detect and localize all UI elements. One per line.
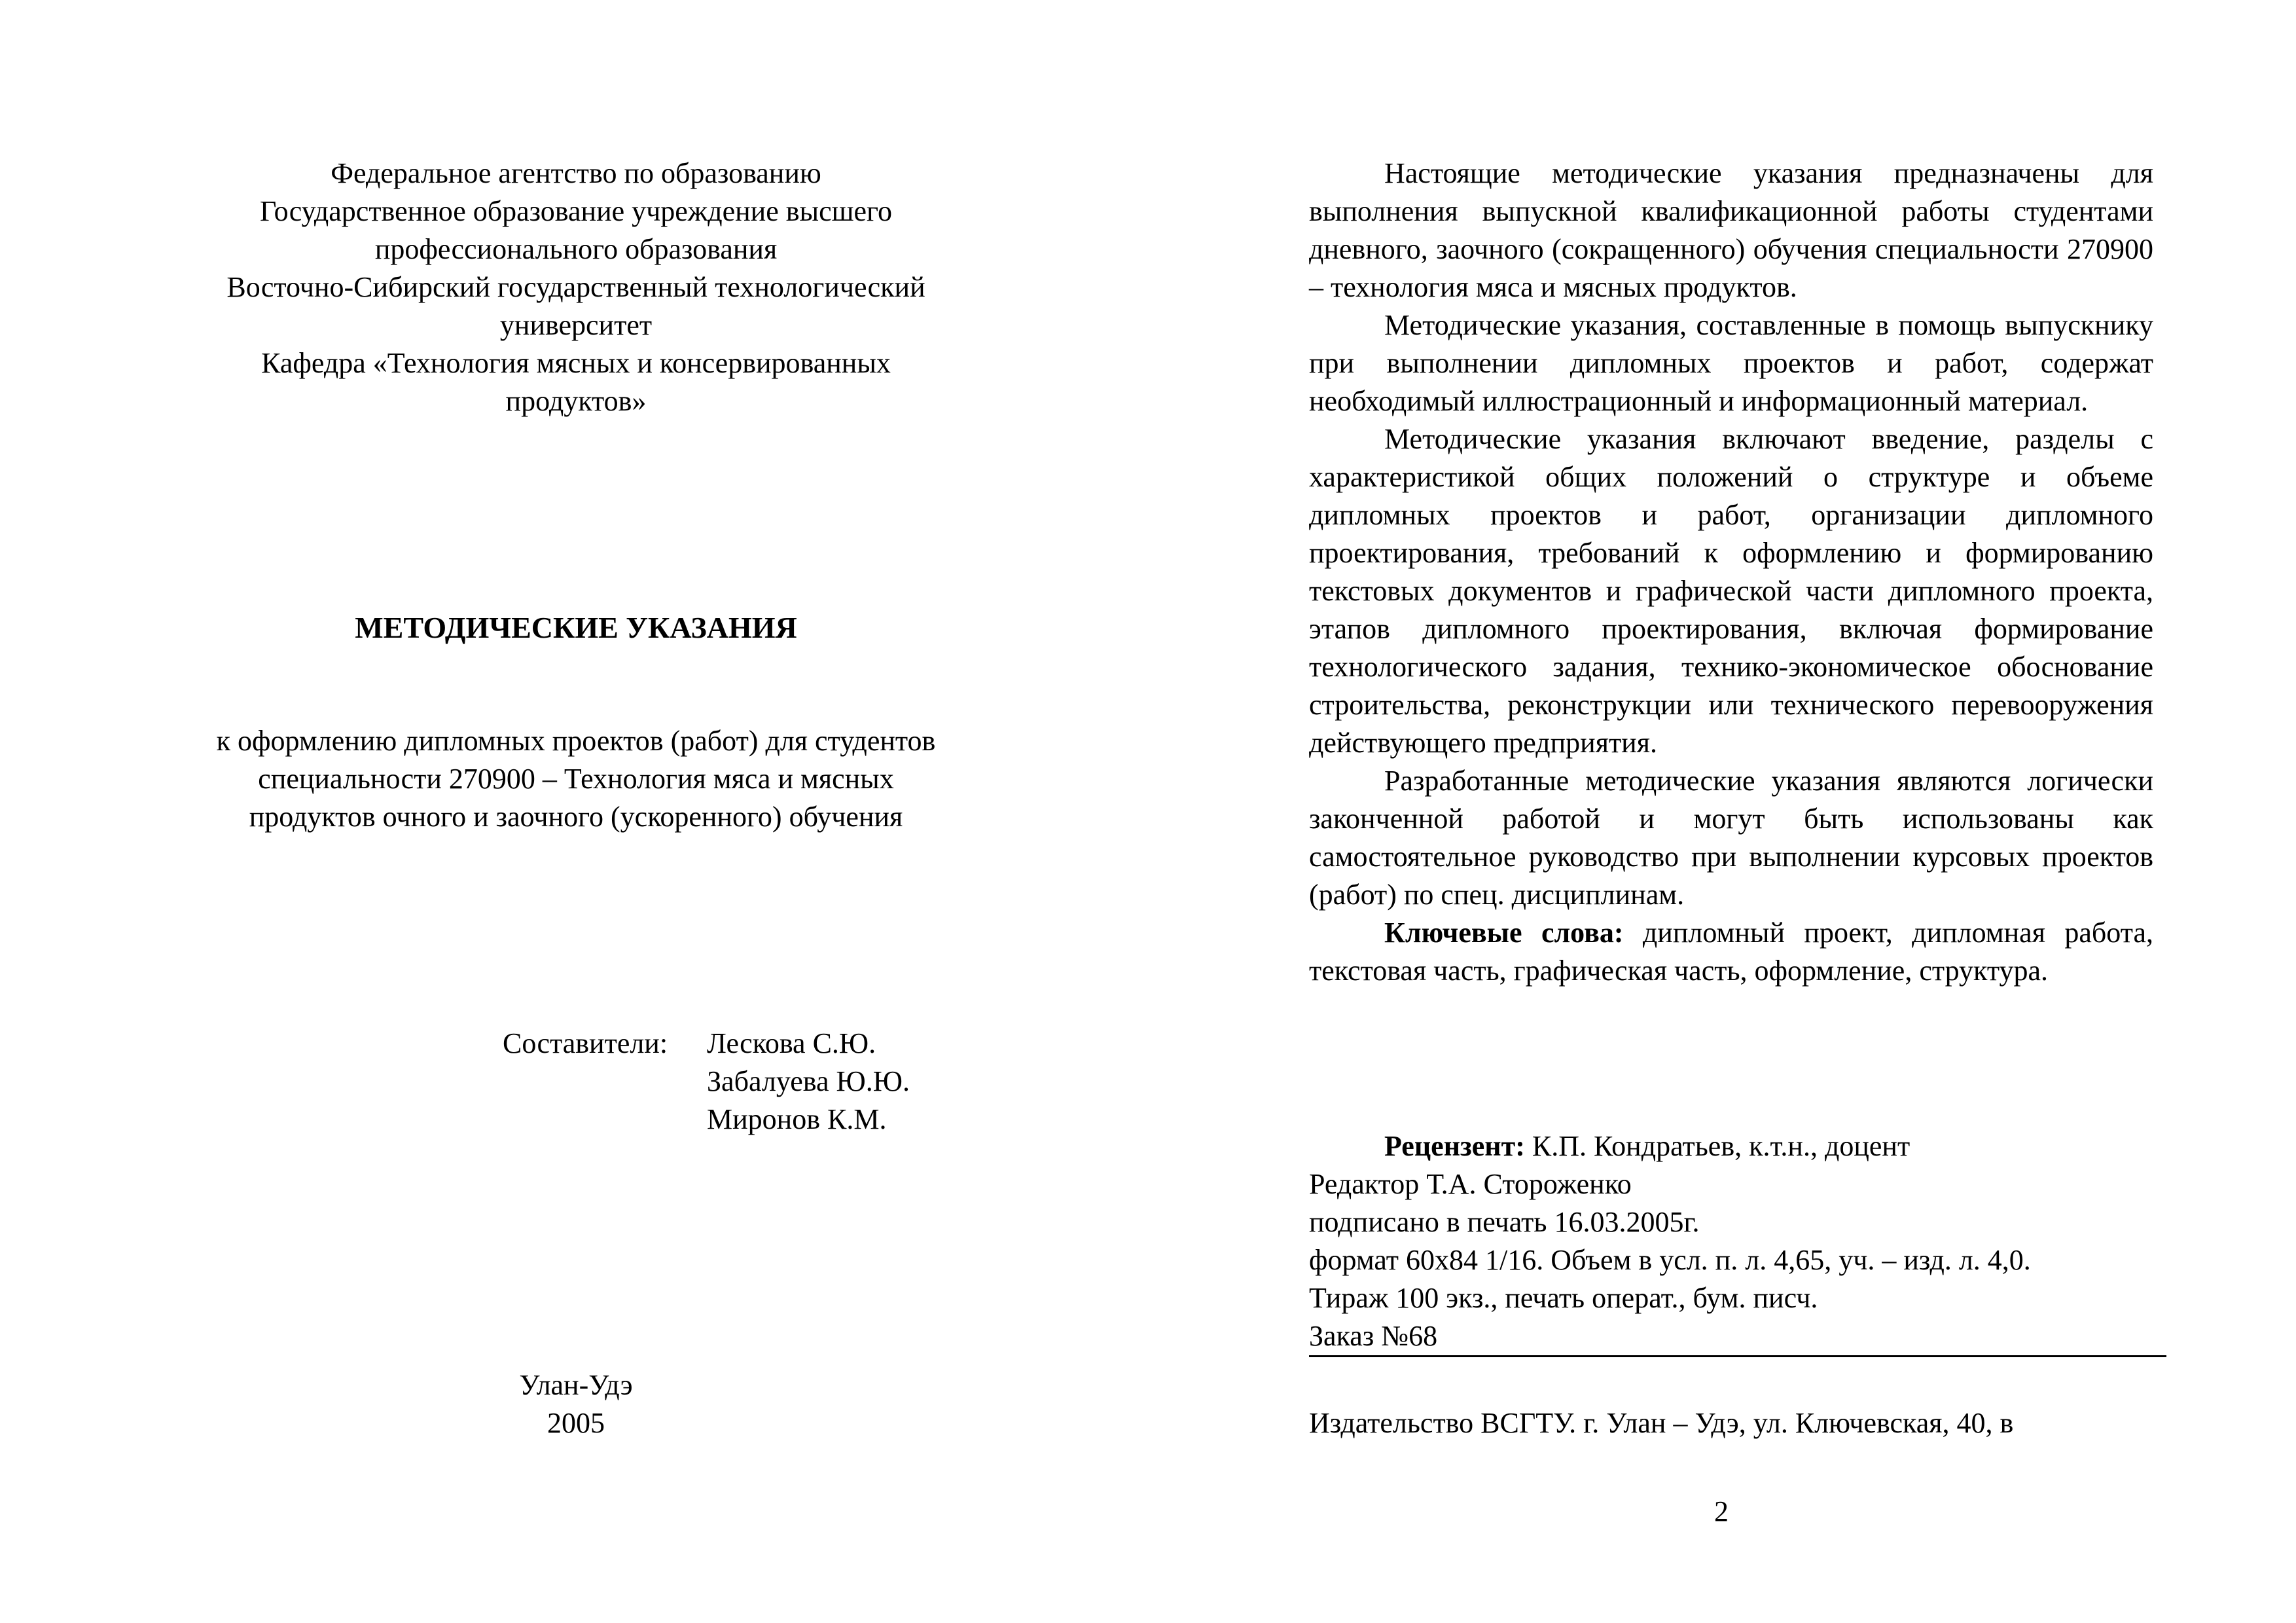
publisher-line: Издательство ВСГТУ. г. Улан – Удэ, ул. Ключевская, 40, в bbox=[1309, 1407, 2014, 1439]
page-number: 2 bbox=[1714, 1495, 1729, 1527]
organization-line: Государственное образование учреждение высшего bbox=[260, 195, 892, 227]
keywords-paragraph bbox=[1309, 914, 2153, 990]
organization-line: Кафедра «Технология мясных и консервированных bbox=[261, 347, 891, 379]
organization-line: продуктов» bbox=[505, 385, 647, 417]
organization-line: университет bbox=[499, 309, 653, 341]
abstract-paragraph: Разработанные методические указания являются логически законченной работой и могут быть использованы как самостоятельное руководство при выполнении курсовых проектов (работ) по спец. дисциплинам. bbox=[1309, 765, 2153, 911]
abstract-paragraph: Методические указания включают введение, разделы с характеристикой общих положений о структуре и объеме дипломных проектов и работ, организации дипломного проектирования, требований к оформлению и формированию текстовых документов и графической части дипломного проекта, этапов дипломного проектирования, включая формирование технологического задания, технико-экономическое обоснование строительства, реконструкции или технического перевооружения действующего предприятия. bbox=[1309, 423, 2153, 759]
author-name: Миронов К.М. bbox=[707, 1103, 887, 1135]
order-line: Заказ №68 bbox=[1309, 1317, 2166, 1357]
year: 2005 bbox=[547, 1407, 605, 1439]
organization-line: профессионального образования bbox=[374, 233, 778, 265]
document-title: МЕТОДИЧЕСКИЕ УКАЗАНИЯ bbox=[355, 611, 797, 644]
author-name: Лескова С.Ю. bbox=[707, 1027, 876, 1059]
reviewer-line bbox=[1309, 1127, 2166, 1165]
abstract bbox=[1309, 155, 2153, 990]
circulation-line: Тираж 100 экз., печать операт., бум. писч. bbox=[1309, 1282, 1818, 1314]
editor-line: Редактор Т.А. Стороженко bbox=[1309, 1168, 1632, 1200]
keywords-text: дипломный проект, дипломная работа, текстовая часть, графическая часть, оформление, структура. bbox=[1309, 917, 2153, 987]
document-subtitle bbox=[157, 722, 995, 836]
subtitle-line: продуктов очного и заочного (ускоренного) обучения bbox=[249, 801, 903, 833]
signed-line: подписано в печать 16.03.2005г. bbox=[1309, 1206, 1700, 1238]
city: Улан-Удэ bbox=[519, 1369, 633, 1401]
abstract-paragraph: Методические указания, составленные в помощь выпускнику при выполнении дипломных проектов и работ, содержат необходимый иллюстрационный и информационный материал. bbox=[1309, 309, 2153, 417]
authors-block bbox=[503, 1025, 961, 1139]
organization-line: Восточно-Сибирский государственный технологический bbox=[226, 271, 925, 303]
abstract-paragraph: Настоящие методические указания предназначены для выполнения выпускной квалификационной работы студентами дневного, заочного (сокращенного) обучения специальности 270900 – технология мяса и мясных продуктов. bbox=[1309, 157, 2153, 303]
keywords-label: Ключевые слова: bbox=[1384, 917, 1624, 949]
city-year-block bbox=[157, 1366, 995, 1442]
organization-line: Федеральное агентство по образованию bbox=[331, 157, 821, 189]
reviewer-text: К.П. Кондратьев, к.т.н., доцент bbox=[1532, 1130, 1910, 1162]
subtitle-line: к оформлению дипломных проектов (работ) для студентов bbox=[216, 725, 936, 757]
format-line: формат 60x84 1/16. Объем в усл. п. л. 4,65, уч. – изд. л. 4,0. bbox=[1309, 1244, 2031, 1276]
authors-label: Составители: bbox=[503, 1027, 668, 1059]
subtitle-line: специальности 270900 – Технология мяса и мясных bbox=[258, 763, 894, 795]
organization-header bbox=[157, 155, 995, 420]
imprint-block bbox=[1309, 1127, 2166, 1357]
reviewer-label: Рецензент: bbox=[1384, 1130, 1525, 1162]
author-name: Забалуева Ю.Ю. bbox=[707, 1065, 910, 1097]
